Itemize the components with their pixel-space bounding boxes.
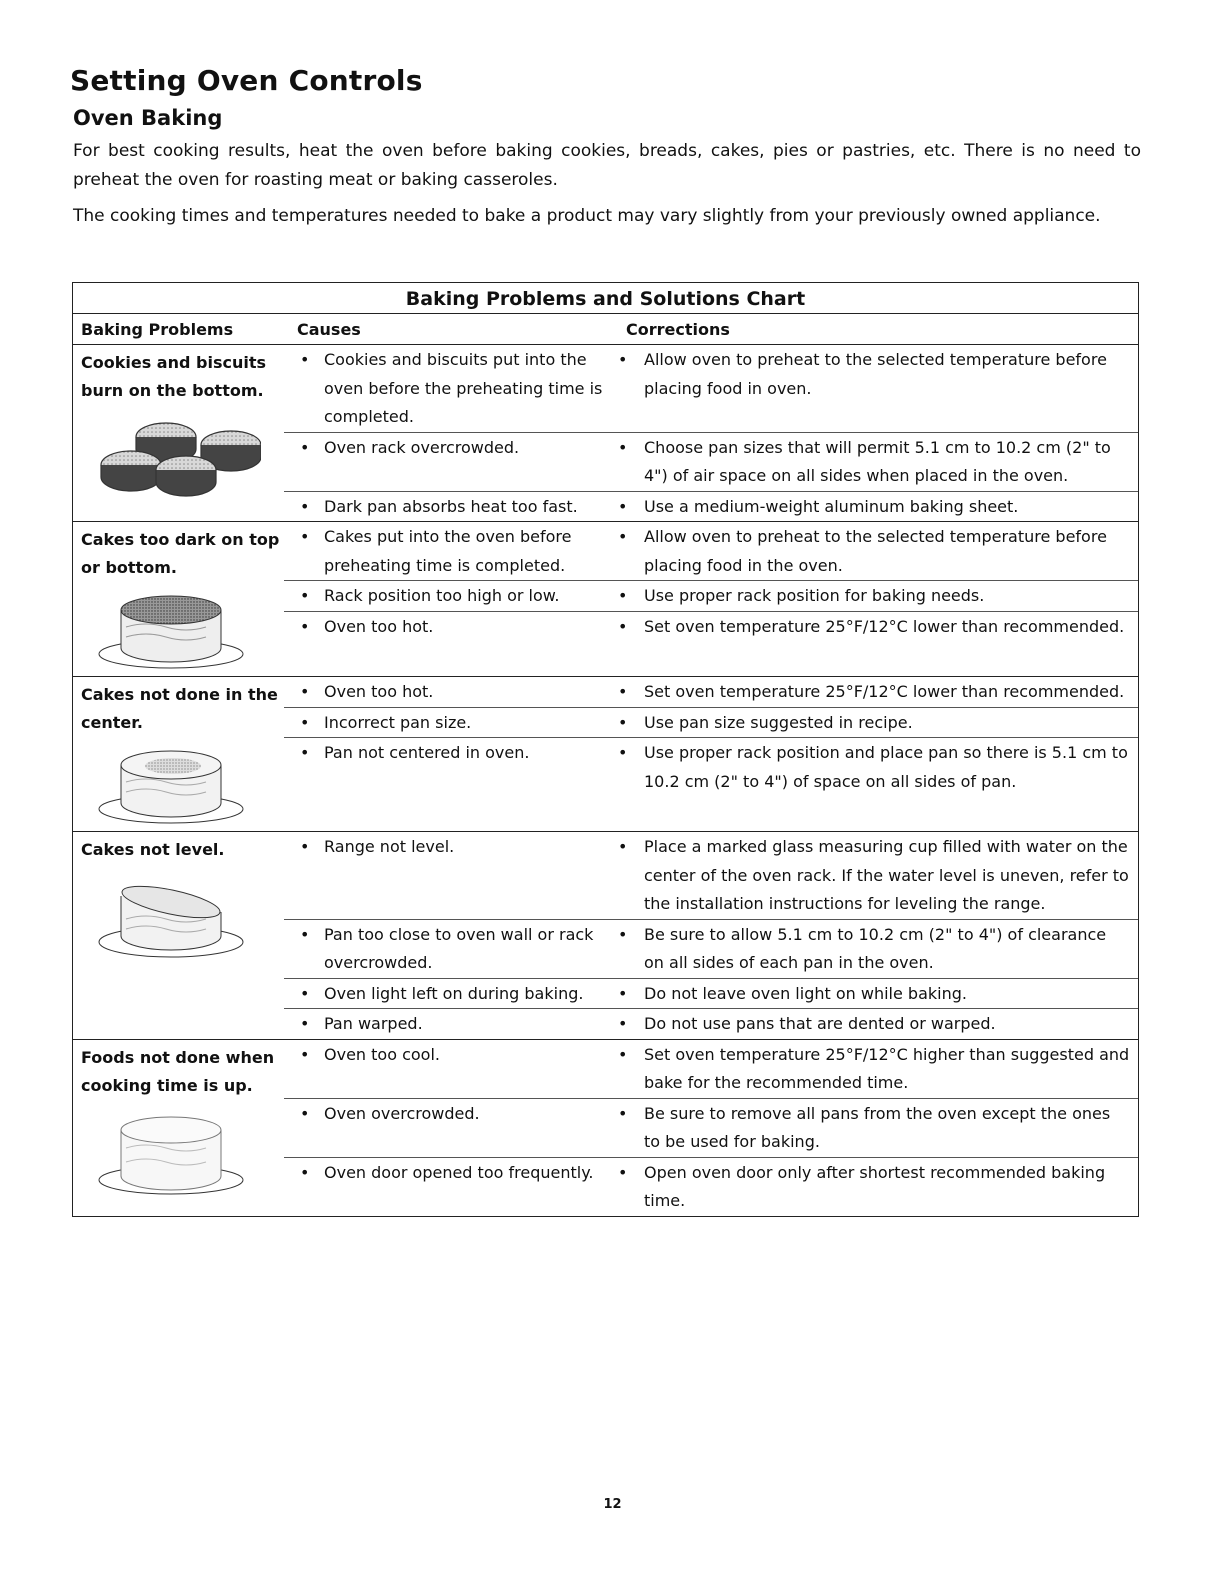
cause-correction-list [284,677,1138,831]
cause-correction-pair [284,979,1138,1010]
cause-text: • Oven too hot. [284,612,614,642]
problem-row [73,677,1138,832]
column-headers [73,314,1138,345]
tilted-cake-icon [91,874,284,968]
correction-text: • Do not use pans that are dented or warped. [614,1009,1138,1039]
correction-text: • Set oven temperature 25°F/12°C higher than suggested and bake for the recommended time. [614,1040,1138,1098]
page-number: 12 [603,1497,622,1512]
cause-text: • Incorrect pan size. [284,708,614,738]
cause-correction-list [284,522,1138,676]
cause-text: • Rack position too high or low. [284,581,614,611]
cause-correction-pair [284,708,1138,739]
cause-correction-list [284,1040,1138,1216]
cause-text: • Cookies and biscuits put into the oven before the preheating time is completed. [284,345,614,432]
pale-cake-icon [91,1110,284,1204]
problem-label: Cakes not done in the center. [81,685,278,732]
intro-paragraph: The cooking times and temperatures needed to bake a product may vary slightly from your previously owned appliance. [73,206,1101,226]
cause-correction-pair [284,612,1138,642]
problem-label: Foods not done when cooking time is up. [81,1047,275,1095]
cause-correction-pair [284,492,1138,522]
correction-text: • Set oven temperature 25°F/12°C lower than recommended. [614,612,1138,642]
problem-row [73,1040,1138,1216]
problem-label: Cakes too dark on top or bottom. [81,530,280,577]
correction-text: • Use proper rack position for baking needs. [614,581,1138,611]
problem-row [73,832,1138,1040]
cause-text: • Cakes put into the oven before preheating time is completed. [284,522,614,580]
problem-cell [73,832,284,1039]
cause-text: • Pan not centered in oven. [284,738,614,796]
problem-cell [73,1040,284,1216]
cookies-icon [91,415,284,509]
correction-text: • Use a medium-weight aluminum baking sheet. [614,492,1138,522]
section-title: Oven Baking [73,106,223,130]
cause-text: • Pan too close to oven wall or rack overcrowded. [284,920,614,978]
problem-label: Cookies and biscuits burn on the bottom. [81,353,266,400]
cause-text: • Oven overcrowded. [284,1099,614,1157]
cause-text: • Oven door opened too frequently. [284,1158,614,1216]
cause-text: • Oven rack overcrowded. [284,433,614,491]
dark-cake-icon [91,592,284,676]
cause-correction-pair [284,345,1138,433]
correction-text: • Place a marked glass measuring cup filled with water on the center of the oven rack. If the water level is uneven, refer to the installation instructions for leveling the range. [614,832,1138,919]
cause-correction-pair [284,1158,1138,1216]
problem-cell [73,522,284,676]
correction-text: • Open oven door only after shortest recommended baking time. [614,1158,1138,1216]
correction-text: • Allow oven to preheat to the selected temperature before placing food in oven. [614,345,1138,432]
column-header-causes: Causes [297,320,361,339]
column-header-problems: Baking Problems [81,320,234,339]
cause-text: • Oven light left on during baking. [284,979,614,1009]
cause-correction-pair [284,433,1138,492]
correction-text: • Allow oven to preheat to the selected temperature before placing food in the oven. [614,522,1138,580]
correction-text: • Be sure to remove all pans from the oven except the ones to be used for baking. [614,1099,1138,1157]
baking-problems-chart [72,282,1139,1217]
column-header-corrections: Corrections [626,320,730,339]
cause-text: • Oven too hot. [284,677,614,707]
cause-correction-pair [284,581,1138,612]
cause-correction-pair [284,832,1138,920]
problem-row [73,345,1138,522]
problem-cell [73,345,284,521]
cause-correction-pair [284,1009,1138,1039]
cause-text: • Range not level. [284,832,614,919]
correction-text: • Do not leave oven light on while baking. [614,979,1138,1009]
cause-text: • Oven too cool. [284,1040,614,1098]
cause-correction-pair [284,522,1138,581]
cause-correction-list [284,832,1138,1039]
undone-cake-icon [91,747,284,831]
problem-rows [73,345,1138,1216]
cause-correction-pair [284,738,1138,796]
intro-paragraph: For best cooking results, heat the oven before baking cookies, breads, cakes, pies or pastries, etc. There is no need to preheat the oven for roasting meat or baking casseroles. [73,141,1141,190]
cause-correction-pair [284,1040,1138,1099]
page-title: Setting Oven Controls [70,64,423,97]
correction-text: • Choose pan sizes that will permit 5.1 cm to 10.2 cm (2" to 4") of air space on all sides when placed in the oven. [614,433,1138,491]
cause-correction-pair [284,1099,1138,1158]
correction-text: • Set oven temperature 25°F/12°C lower than recommended. [614,677,1138,707]
correction-text: • Use pan size suggested in recipe. [614,708,1138,738]
chart-title: Baking Problems and Solutions Chart [73,283,1138,314]
correction-text: • Be sure to allow 5.1 cm to 10.2 cm (2" to 4") of clearance on all sides of each pan in the oven. [614,920,1138,978]
problem-label: Cakes not level. [81,840,225,859]
cause-text: • Dark pan absorbs heat too fast. [284,492,614,522]
problem-cell [73,677,284,831]
problem-row [73,522,1138,677]
cause-correction-pair [284,920,1138,979]
cause-text: • Pan warped. [284,1009,614,1039]
correction-text: • Use proper rack position and place pan so there is 5.1 cm to 10.2 cm (2" to 4") of space on all sides of pan. [614,738,1138,796]
cause-correction-list [284,345,1138,521]
cause-correction-pair [284,677,1138,708]
